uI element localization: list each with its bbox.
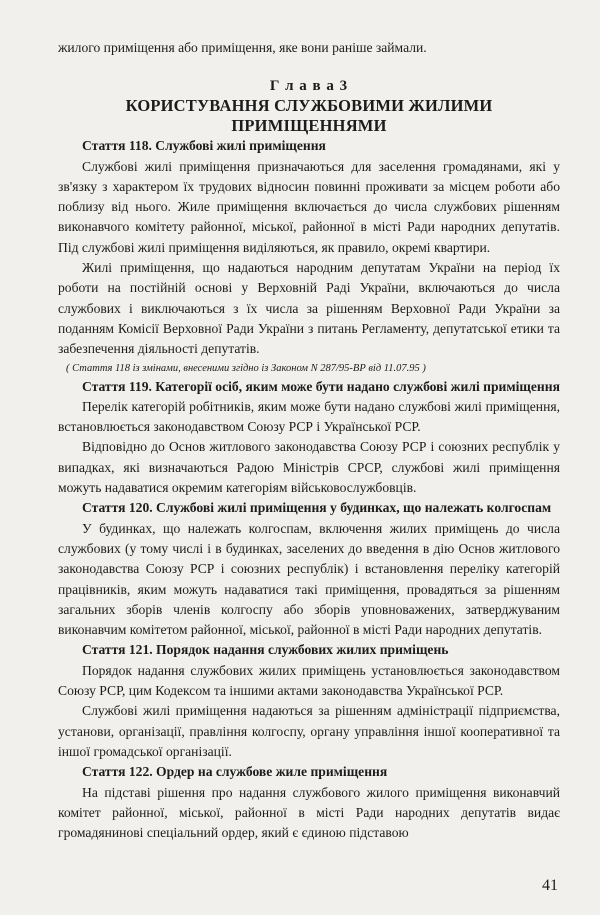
article-122 [58, 762, 560, 843]
article-paragraph: На підставі рішення про надання службового жилого приміщення виконавчий комітет районної, міської, районної в місті Ради народних депутатів видає громадянинові спеціальний ордер, який є єдиною підставою [58, 784, 560, 841]
article-paragraph: Перелік категорій робітників, яким може бути надано службові жилі приміщення, встановлюється законодавством Союзу РСР і Української РСР. [58, 398, 560, 435]
article-heading: Стаття 120. Службові жилі приміщення у будинках, що належать колгоспам [82, 500, 552, 516]
article-118 [58, 136, 560, 376]
amendment-note: ( Стаття 118 із змінами, внесеними згідно із Законом N 287/95-ВР від 11.07.95 ) [66, 362, 426, 374]
article-paragraph: Відповідно до Основ житлового законодавства Союзу РСР і союзних республік у випадках, які визначаються Радою Міністрів СРСР, службові жилі приміщення можуть надаватися окремим категоріям військовослужбовців. [58, 439, 560, 496]
article-119 [58, 377, 560, 499]
article-heading: Стаття 122. Ордер на службове жиле приміщення [82, 764, 388, 780]
chapter-title: КОРИСТУВАННЯ СЛУЖБОВИМИ ЖИЛИМИ ПРИМІЩЕННЯМИ [125, 96, 493, 136]
article-paragraph: Службові жилі приміщення надаються за рішенням адміністрації підприємства, установи, організації, правління колгоспу, органу управління іншої кооперативної та іншої громадської організації. [58, 703, 560, 759]
chapter-label: Г л а в а 3 [269, 78, 349, 95]
article-paragraph: У будинках, що належать колгоспам, включення жилих приміщень до числа службових (у тому числі і в будинках, заселених до введення в дію Основ житлового законодавства Союзу РСР і союзних республік) і встановлення переліку категорій працівників, яким можуть надаватися такі приміщення, провадяться за рішенням загальних зборів членів колгоспу або зборів уповноважених, затверджуваним виконавчим комітетом районної, міської, районної в місті Ради народних депутатів. [58, 520, 560, 638]
article-heading: Стаття 118. Службові жилі приміщення [82, 138, 326, 154]
article-121 [58, 640, 560, 762]
article-paragraph: Порядок надання службових жилих приміщень установлюється законодавством Союзу РСР, цим Кодексом та іншими актами законодавства Української РСР. [58, 662, 560, 699]
article-paragraph: Службові жилі приміщення призначаються для заселення громадянами, які у зв'язку з характером їх трудових відносин повинні проживати за місцем роботи або поблизу від нього. Жиле приміщення включається до числа службових рішенням виконавчого комітету районної, міської, районної в місті Ради народних депутатів. Під службові жилі приміщення виділяються, як правило, окремі квартири. [58, 158, 560, 255]
document-page [58, 38, 560, 843]
article-paragraph: Жилі приміщення, що надаються народним депутатам України на період їх роботи на постійній основі у Верховній Раді України, включаються до числа службових і виключаються з їх числа за рішенням Верховної Ради України за поданням Комісії Верховної Ради України з питань Регламенту, депутатської етики та забезпечення діяльності депутатів. [58, 260, 560, 357]
page-number: 41 [542, 877, 558, 894]
article-heading: Стаття 119. Категорії осіб, яким може бути надано службові жилі приміщення [82, 378, 560, 394]
continuation-text: жилого приміщення або приміщення, яке вони раніше займали. [58, 40, 427, 55]
article-heading: Стаття 121. Порядок надання службових жилих приміщень [82, 642, 449, 658]
article-120 [58, 498, 560, 640]
